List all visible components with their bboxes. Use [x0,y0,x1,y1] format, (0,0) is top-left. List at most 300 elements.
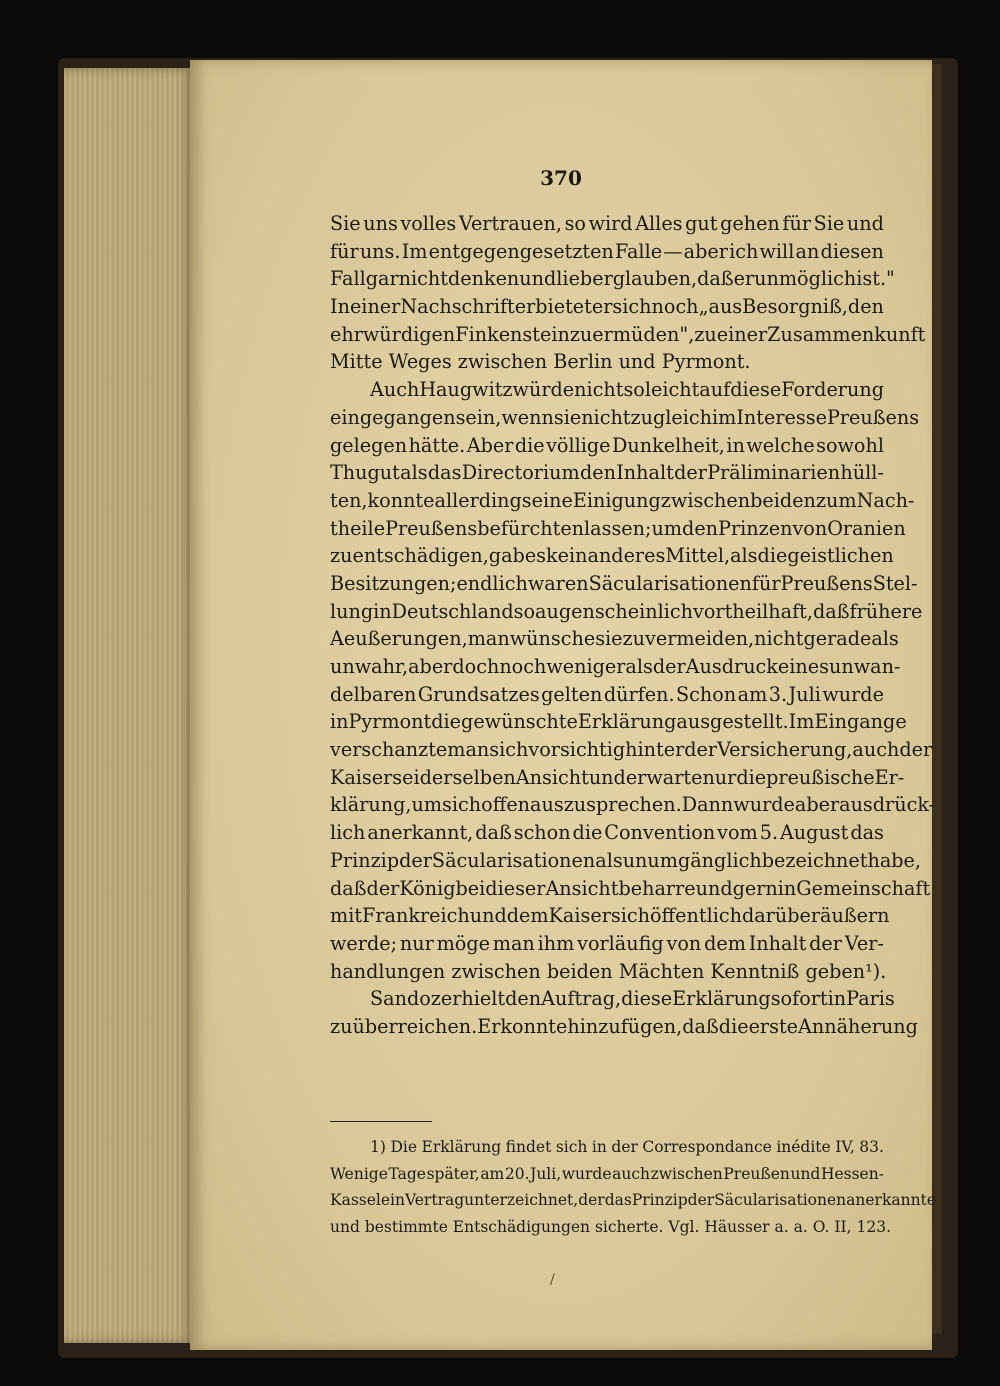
word: an [795,239,820,263]
body-line [330,958,887,986]
word: konnte [367,488,435,512]
word: zwischen [451,959,547,983]
word: Ver- [844,931,884,955]
body-line [330,238,884,266]
word: erhielt [440,987,506,1011]
word: gern [732,876,778,900]
word: das [427,461,462,485]
word: Besitzungen; [330,571,457,595]
word: erwarte [625,765,703,789]
word: vom [717,821,758,845]
word: ausgestellt. [676,710,789,734]
body-line [330,487,915,515]
word: daß [330,876,367,900]
body-line [330,902,890,930]
word: und [469,904,507,928]
word: Pyrmont [348,710,432,734]
word: noch [499,655,547,678]
word: am [737,682,768,706]
word: gelegen [330,433,408,457]
word: sofort [770,987,828,1011]
word: findet [505,1138,552,1156]
word: glauben, [612,267,698,291]
word: zu [694,322,717,346]
word: daß [697,267,734,291]
footnote-line [330,1134,884,1161]
word: so [564,212,586,235]
word: öffentlich [649,904,742,928]
word: Schon [676,682,737,706]
word: Pyrmont. [661,350,751,374]
word: und [618,350,662,374]
word: klärung, [330,793,412,817]
body-line [330,542,894,570]
word: so [623,378,645,402]
body-line [330,708,907,736]
word: gut [685,212,718,235]
word: Annäherung [798,1014,918,1038]
word: erste [748,1014,799,1038]
word: ermüden", [592,322,695,346]
word: Stel- [872,571,918,595]
word: vorsichtig [528,738,626,762]
word: Preußens [826,405,920,429]
word: aber [683,239,728,263]
word: Sie [330,212,361,235]
word: die [514,433,545,457]
word: in [827,987,847,1011]
word: Präliminarien [707,461,841,485]
word: der [674,461,707,485]
word: Eingange [814,710,907,734]
word: und [695,876,733,900]
word: denken [447,267,520,291]
word: der [809,931,842,955]
word: den [847,295,884,319]
word: wünsche [509,627,596,651]
word: sich [555,1138,588,1156]
body-line [330,847,922,875]
word: sich [442,793,482,817]
word: es [524,544,547,568]
word: die [718,1014,749,1038]
word: wenn [501,405,554,429]
word: erbietet [514,295,592,319]
word: für [751,571,781,595]
word: das [604,1191,632,1209]
word: Forderung [781,378,884,402]
word: mit [330,904,363,928]
body-line [330,681,884,709]
word: beiden [546,959,619,983]
word: äußern [820,904,890,928]
word: IV, [835,1138,855,1156]
word: als [400,461,428,485]
word: in [726,433,745,457]
page-number: 370 [540,166,582,190]
word: Die [390,1138,417,1156]
word: auf [699,378,731,402]
word: geben¹). [805,959,887,983]
word: Juli, [530,1164,562,1183]
word: leicht [644,378,700,402]
word: der [687,1191,715,1209]
word: dieser [485,876,546,900]
word: Tage [388,1164,426,1183]
word: und [790,1164,821,1183]
word: August [779,821,849,845]
word: sicherte. [594,1217,669,1236]
word: hinter [625,738,685,762]
body-line [330,265,895,293]
word: Thugut [330,461,400,485]
word: weniger [546,655,626,678]
word: einer [716,322,768,346]
word: Ausdruck [685,655,778,678]
word: sie [595,627,623,651]
word: noch [651,295,699,319]
word: man [492,931,535,955]
word: in [777,876,797,900]
word: und [519,267,557,291]
word: ausdrück- [839,793,936,817]
word: 20. [504,1164,530,1183]
word: geistlichen [787,544,894,568]
word: bei [455,876,486,900]
word: Prinzen [718,516,793,540]
word: der [366,876,400,900]
word: Nach- [856,488,915,512]
word: Entschädigungen [452,1217,595,1236]
word: habe, [867,848,922,872]
word: Auch [370,378,420,402]
word: überreichen. [352,1014,478,1038]
word: entschädigen, [352,544,489,568]
word: Convention [604,821,716,845]
word: Dann [681,793,734,817]
word: entgegengesetzten [428,239,614,263]
word: anderes [587,544,666,568]
word: Sie [813,212,845,235]
word: Kassel [330,1191,381,1209]
word: anerkannt, [367,821,474,845]
word: nur [399,931,434,955]
word: lassen; [584,516,652,540]
word: zu [330,544,353,568]
word: Sandoz [370,987,441,1011]
body-line [330,459,884,487]
word: beiden [750,488,816,512]
word: König [399,876,456,900]
word: nur [702,765,737,789]
word: wurde [561,1164,612,1183]
word: der [652,655,686,678]
word: gehen [720,212,780,235]
word: frühere [849,599,923,623]
word: will [759,239,795,263]
word: uns [363,212,398,235]
word: Aeußerungen, [330,627,468,651]
word: Nachschrift [400,295,515,319]
word: offen [481,793,531,817]
body-line [330,1013,918,1041]
book-page [190,60,936,1350]
word: unwan- [828,655,901,678]
body-line [330,819,884,847]
word: zugleich [630,405,712,429]
word: Mitte [330,350,389,374]
word: Fall [330,267,366,291]
word: Auftrag, [541,987,622,1011]
word: derselben [419,765,516,789]
word: 5. [759,821,778,845]
word: Säcularisationen [588,571,752,595]
word: der [684,738,718,762]
word: Prinzip [631,1191,688,1209]
body-line [330,875,931,903]
word: diese [621,987,673,1011]
word: unterzeichnet, [464,1191,579,1209]
word: unmöglich [754,267,857,291]
word: Im [788,710,815,734]
word: delbaren [330,682,417,706]
body-line [330,764,905,792]
footnote-text [330,1134,936,1240]
word: darüber [741,904,821,928]
word: hüll- [840,461,884,485]
word: theile [330,516,386,540]
word: zwischen [650,1164,723,1183]
word: Inhalt [616,461,674,485]
word: am [480,1164,505,1183]
word: aber [408,655,453,678]
word: nicht [754,627,804,651]
word: vorläufig [577,931,664,955]
word: Erklärung [421,1138,502,1156]
word: Preußen [723,1164,790,1183]
word: ein [380,1191,405,1209]
word: Vertrag [404,1191,465,1209]
word: sich [612,295,652,319]
word: Kenntniß [710,959,806,983]
word: sich [610,904,650,928]
word: wurde [822,682,884,706]
word: schon [513,821,571,845]
word: zu [330,1014,353,1038]
pencil-mark: / [550,1272,555,1288]
word: Kaiser [548,904,611,928]
word: preußische [766,765,875,789]
word: zum [815,488,857,512]
word: sein, [455,405,502,429]
word: die [736,765,767,789]
word: inédite [776,1138,831,1156]
body-line [330,432,884,460]
body-line [330,293,884,321]
footnote-separator [330,1121,432,1122]
word: sowohl [816,433,884,457]
body-line [330,736,933,764]
word: um [651,516,683,540]
word: konnte [500,1014,568,1038]
word: Interesse [736,405,827,429]
word: und [330,1217,365,1236]
word: Inhalt [748,931,807,955]
word: unwahr, [330,655,409,678]
word: hinzufügen, [567,1014,683,1038]
word: bezeichnet [761,848,868,872]
footnote-line [330,1161,884,1188]
word: in [330,710,349,734]
body-line [330,985,895,1013]
word: waren [527,571,589,595]
word: als [871,627,899,651]
word: die [757,544,788,568]
word: zwischen [457,350,554,374]
word: den [579,461,616,485]
word: diese [730,378,782,402]
word: gab [488,544,525,568]
word: ten, [330,488,368,512]
word: O. [812,1217,835,1236]
word: ist." [856,267,895,291]
word: doch [452,655,500,678]
word: volles [400,212,457,235]
word: Häusser [704,1217,775,1236]
word: lung [330,599,374,623]
word: auch [612,1164,650,1183]
word: der [578,1191,605,1209]
word: allerdings [434,488,532,512]
body-line [330,598,923,626]
word: Vgl. [668,1217,705,1236]
word: möge [436,931,490,955]
word: für [782,212,812,235]
word: dem [704,931,746,955]
word: vermeiden, [645,627,755,651]
word: um [411,793,443,817]
word: Mächten [618,959,711,983]
word: dürfen. [603,682,675,706]
body-line [330,210,884,238]
word: eines [777,655,829,678]
word: auszusprechen. [530,793,682,817]
word: verschanzte [330,738,448,762]
word: der [399,848,432,872]
word: a. [793,1217,813,1236]
word: Im [401,239,428,263]
word: befürchten [477,516,585,540]
word: Säcularisationen [431,848,596,872]
word: Kaiser [330,765,393,789]
word: das [850,821,884,845]
word: Preußens [385,516,478,540]
word: zu [569,322,593,346]
word: zwischen [660,488,751,512]
word: anerkannte [846,1191,936,1209]
word: kein [546,544,588,568]
page-edges [64,68,194,1343]
word: sie [553,405,582,429]
word: vortheilhaft, [693,599,813,623]
word: Erklärung [672,987,771,1011]
word: lieber [556,267,613,291]
word: Erklärung [577,710,677,734]
word: a. [774,1217,794,1236]
word: Grundsatzes [417,682,540,706]
word: er [591,295,613,319]
word: nicht [574,378,624,402]
word: völlige [546,433,611,457]
word: Wenige [330,1164,388,1183]
word: 1) [370,1138,386,1156]
word: in [373,599,392,623]
word: daß [812,599,850,623]
word: augenscheinlich [535,599,694,623]
word: unumgänglich [622,848,762,872]
word: und [588,765,626,789]
word: Frankreich [362,904,470,928]
word: später, [426,1164,480,1183]
word: eingegangen [330,405,456,429]
word: Prinzip [330,848,400,872]
word: welche [746,433,815,457]
word: hätte. [408,433,466,457]
word: Er- [874,765,905,789]
word: ich [729,239,759,263]
word: und [846,212,884,235]
word: so [513,599,536,623]
word: wurde [733,793,795,817]
word: Vertrauen, [458,212,562,235]
word: den [682,516,719,540]
word: für [330,239,359,263]
word: in [591,1138,607,1156]
word: der [611,1138,638,1156]
word: lich [330,821,366,845]
word: Correspondance [642,1138,772,1156]
word: als [625,655,653,678]
word: der [899,738,933,762]
word: Er [477,1014,501,1038]
word: 83. [859,1138,884,1156]
body-line [330,376,884,404]
word: gewünschte [461,710,578,734]
word: Zusammenkunft [767,322,926,346]
word: sich [489,738,529,762]
word: Aber [466,433,514,457]
word: die [572,821,603,845]
word: Alles [635,212,683,235]
word: er [733,267,755,291]
word: Finkenstein [455,322,570,346]
body-text [330,210,936,1041]
word: daß [475,821,512,845]
word: zu [622,627,645,651]
word: aber [794,793,840,817]
word: Ansicht [515,765,589,789]
word: daß [682,1014,719,1038]
word: Einigung [572,488,661,512]
word: endlich [456,571,528,595]
word: einer [349,295,401,319]
body-line [330,404,920,432]
word: würde [512,378,575,402]
footnote-line [330,1187,936,1214]
word: 123. [856,1217,891,1236]
word: diesen [820,239,884,263]
word: Paris [846,987,895,1011]
